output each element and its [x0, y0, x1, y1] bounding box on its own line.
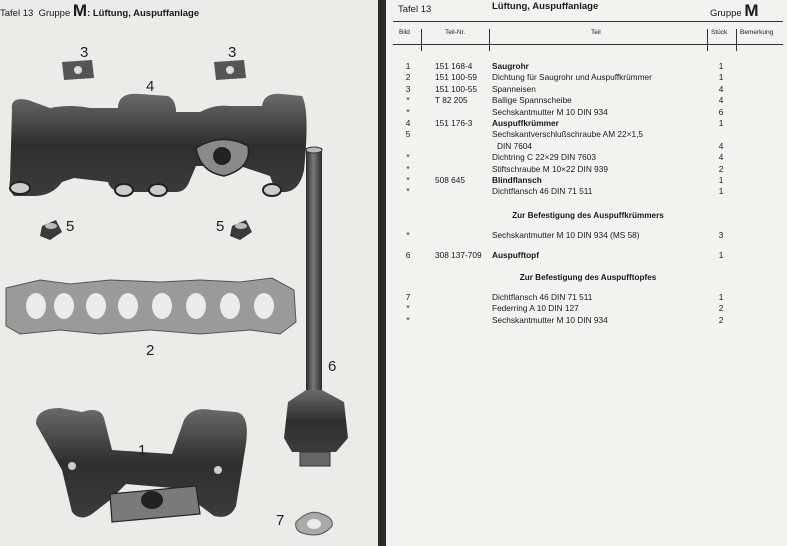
teil-cell: Saugrohr — [492, 61, 529, 71]
section-heading: Zur Befestigung des Auspuffkrümmers — [512, 211, 664, 220]
figure-label-4: 4 — [146, 78, 155, 95]
teil-cell: Auspuffkrümmer — [492, 118, 559, 128]
teilnr-cell: 508 645 — [435, 175, 465, 185]
col-divider — [489, 29, 490, 51]
bild-cell: 2 — [405, 72, 411, 83]
teil-cell: Ballige Spannscheibe — [492, 95, 572, 106]
stueck-cell: 4 — [718, 140, 724, 151]
stueck-cell: 1 — [718, 186, 724, 197]
teil-cell: Dichtflansch 46 DIN 71 511 — [492, 186, 593, 197]
teil-cell: Sechskantmutter M 10 DIN 934 (MS 58) — [492, 230, 640, 240]
stueck-cell: 1 — [718, 292, 724, 302]
plug-part-5-right — [230, 220, 252, 240]
stueck-cell: 2 — [718, 303, 724, 314]
left-page — [0, 0, 378, 546]
col-bemerkung: Bemerkung — [740, 29, 774, 36]
right-gruppe-letter: M — [744, 1, 759, 20]
stueck-cell: 4 — [718, 152, 724, 163]
right-gruppe — [710, 1, 759, 21]
col-stueck: Stück — [711, 29, 728, 36]
teil-cell: Spanneisen — [492, 83, 536, 94]
clamp-part-3-right — [214, 60, 246, 80]
teil-cell: Sechskantmutter M 10 DIN 934 — [492, 106, 608, 117]
col-divider — [736, 29, 737, 51]
bild-cell: * — [406, 303, 410, 314]
teil-cell: Auspufftopf — [492, 250, 539, 260]
figure-label-2: 2 — [146, 342, 155, 359]
col-divider — [421, 29, 422, 51]
left-tafel: Tafel 13 — [0, 8, 34, 19]
left-title: : Lüftung, Auspuffanlage — [87, 8, 200, 19]
stueck-cell: 2 — [718, 163, 724, 174]
bild-cell: 6 — [405, 250, 411, 260]
intake-manifold-part-1 — [36, 408, 247, 522]
bild-cell: * — [406, 314, 410, 325]
bild-cell: 4 — [405, 118, 411, 128]
teil-cell: Sechskantmutter M 10 DIN 934 — [492, 314, 608, 325]
col-teilnr: Teil-Nr. — [445, 29, 466, 36]
teil-cell: DIN 7604 — [497, 140, 533, 151]
teilnr-cell: T 82 205 — [435, 95, 468, 106]
bild-cell: 3 — [405, 83, 411, 94]
parts-table — [393, 21, 783, 325]
right-title: Lüftung, Auspuffanlage — [492, 1, 599, 12]
teil-cell: Stiftschraube M 10×22 DIN 939 — [492, 163, 608, 174]
table-header — [393, 21, 783, 45]
teil-cell: Dichtring C 22×29 DIN 7603 — [492, 152, 596, 163]
stueck-cell: 6 — [718, 106, 724, 117]
stueck-cell: 1 — [718, 72, 724, 83]
right-gruppe-label: Gruppe — [710, 8, 742, 19]
right-tafel: Tafel 13 — [398, 4, 432, 15]
teil-cell: Dichtung für Saugrohr und Auspuffkrümmer — [492, 72, 652, 83]
section-heading: Zur Befestigung des Auspufftopfes — [519, 273, 657, 282]
bild-cell: * — [406, 106, 410, 117]
stueck-cell: 1 — [718, 118, 724, 128]
bild-cell: 5 — [405, 129, 411, 140]
teil-cell: Dichtflansch 46 DIN 71 511 — [492, 292, 593, 302]
stueck-cell: 3 — [718, 230, 724, 240]
figure-label-3a: 3 — [80, 44, 89, 61]
bild-cell: * — [406, 175, 410, 185]
teilnr-cell: 151 176-3 — [435, 118, 473, 128]
bild-cell: * — [406, 152, 410, 163]
gasket-part-2 — [6, 278, 296, 334]
teilnr-cell: 151 100-59 — [435, 72, 477, 83]
teil-cell: Federring A 10 DIN 127 — [492, 303, 579, 314]
bild-cell: * — [406, 163, 410, 174]
right-page — [386, 0, 787, 546]
teilnr-cell: 151 168-4 — [435, 61, 473, 71]
bild-cell: * — [406, 95, 410, 106]
col-bild: Bild — [399, 29, 410, 36]
stueck-cell: 1 — [718, 250, 724, 260]
figure-label-5a: 5 — [66, 218, 75, 235]
bild-cell: 7 — [405, 292, 411, 302]
teilnr-cell: 308 137-709 — [435, 250, 482, 260]
bild-cell: * — [406, 186, 410, 197]
col-divider — [707, 29, 708, 51]
flange-part-7 — [296, 512, 333, 535]
figure-label-6: 6 — [328, 358, 337, 375]
plug-part-5-left — [40, 220, 62, 240]
stueck-cell: 4 — [718, 95, 724, 106]
stueck-cell: 4 — [718, 83, 724, 94]
bild-cell: 1 — [405, 61, 411, 71]
parts-illustration — [0, 0, 378, 546]
clamp-part-3-left — [62, 60, 94, 80]
stueck-cell: 1 — [718, 175, 724, 185]
figure-label-3b: 3 — [228, 44, 237, 61]
teilnr-cell: 151 100-55 — [435, 83, 477, 94]
teil-cell: Sechskantverschlußschraube AM 22×1,5 — [492, 129, 644, 140]
left-gruppe-letter: M — [72, 1, 88, 20]
col-teil: Teil — [591, 29, 601, 36]
bild-cell: * — [406, 230, 410, 240]
teil-cell: Blindflansch — [492, 175, 542, 185]
figure-label-5b: 5 — [216, 218, 225, 235]
figure-label-7: 7 — [276, 512, 285, 529]
stueck-cell: 2 — [718, 314, 724, 325]
left-gruppe: Gruppe — [38, 8, 71, 19]
figure-label-1: 1 — [138, 442, 147, 459]
exhaust-manifold-part-4 — [10, 94, 307, 196]
stueck-cell: 1 — [718, 61, 724, 71]
